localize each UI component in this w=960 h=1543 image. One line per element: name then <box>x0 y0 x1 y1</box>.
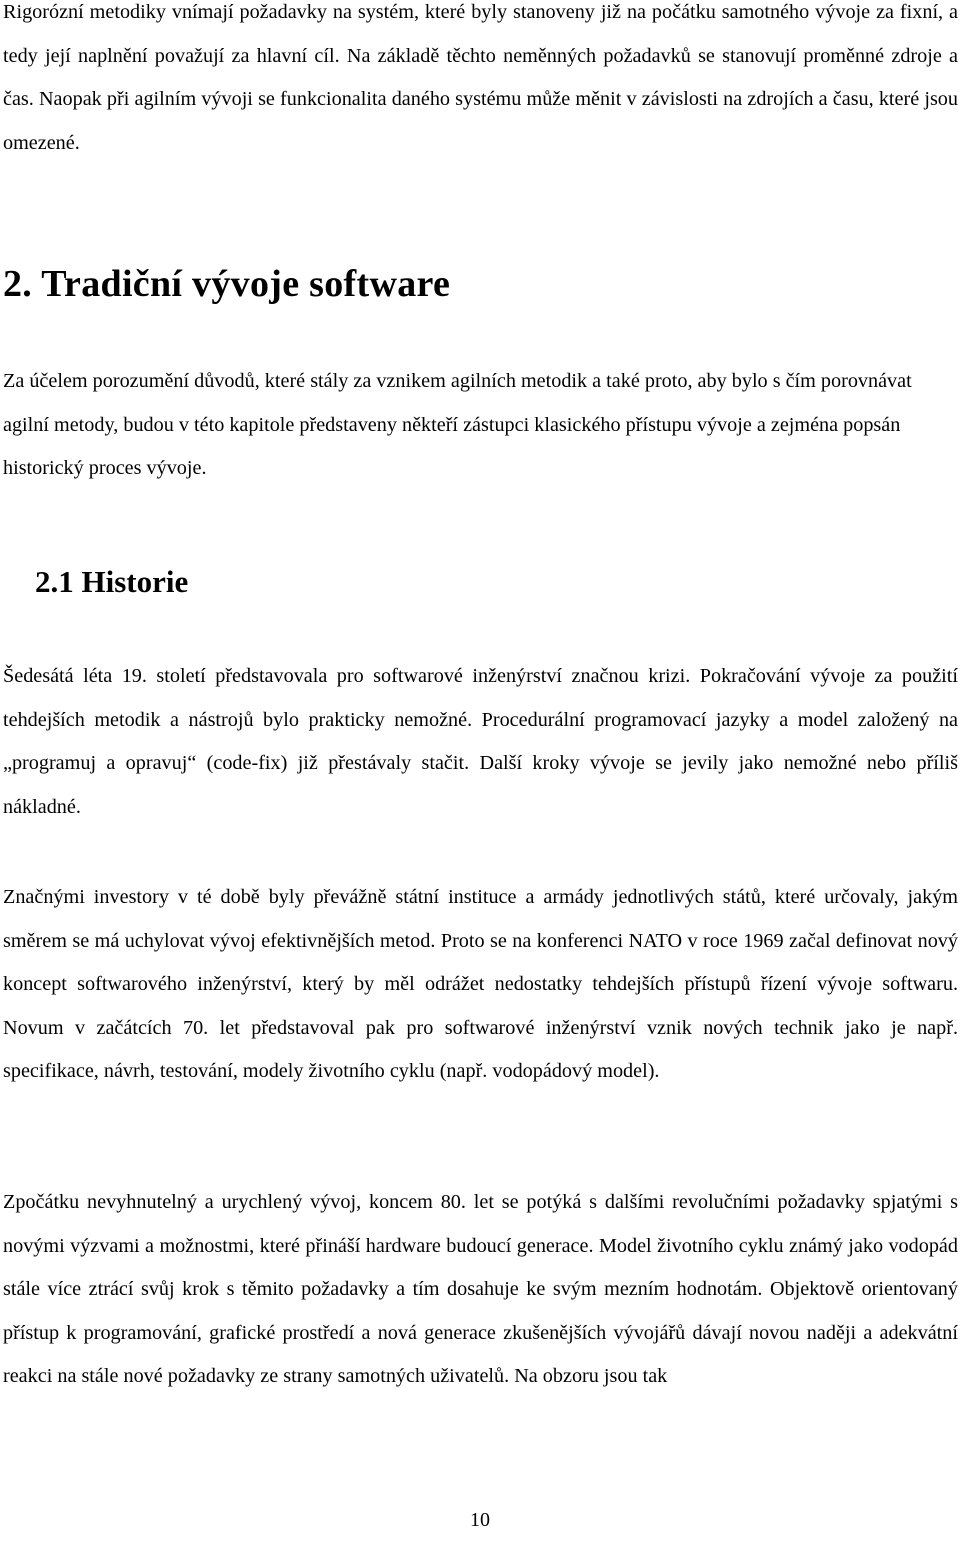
intro-paragraph: Rigorózní metodiky vnímají požadavky na systém, které byly stanoveny již na počátku samotného vývoje za fixní, a tedy její naplnění považují za hlavní cíl. Na základě těchto neměnných požadavků se stanovují proměnné zdroje a čas. Naopak při agilním vývoji se funkcionalita daného systému může měnit v závislosti na zdrojích a času, které jsou omezené. <box>3 1 958 154</box>
history-paragraph-1: Šedesátá léta 19. století představovala pro softwarové inženýrství značnou krizi. Pokračování vývoje za použití tehdejších metodik a nástrojů bylo prakticky nemožné. Procedurální programovací jazyky a model založený na „programuj a opravuj“ (code-fix) již přestávaly stačit. Další kroky vývoje se jevily jako nemožné nebo příliš nákladné. <box>3 665 958 818</box>
section-heading: 2.1 Historie <box>35 564 189 599</box>
chapter-heading: 2. Tradiční vývoje software <box>3 263 451 305</box>
chapter-intro-paragraph: Za účelem porozumění důvodů, které stály za vznikem agilních metodik a také proto, aby bylo s čím porovnávat agilní metody, budou v této kapitole představeny někteří zástupci klasického přístupu vývoje a zejména popsán historický proces vývoje. <box>3 370 912 480</box>
history-paragraph-2: Značnými investory v té době byly převážně státní instituce a armády jednotlivých států, které určovaly, jakým směrem se má uchylovat vývoj efektivnějších metod. Proto se na konferenci NATO v roce 1969 začal definovat nový koncept softwarového inženýrství, který by měl odrážet nedostatky tehdejších přístupů řízení vývoje softwaru. Novum v začátcích 70. let představoval pak pro softwarové inženýrství vznik nových technik jako je např. specifikace, návrh, testování, modely životního cyklu (např. vodopádový model). <box>3 886 958 1083</box>
history-paragraph-3: Zpočátku nevyhnutelný a urychlený vývoj, koncem 80. let se potýká s dalšími revolučními požadavky spjatými s novými výzvami a možnostmi, které přináší hardware budoucí generace. Model životního cyklu známý jako vodopád stále více ztrácí svůj krok s těmito požadavky a tím dosahuje ke svým mezním hodnotám. Objektově orientovaný přístup k programování, grafické prostředí a nová generace zkušenějších vývojářů dávají novou naději a adekvátní reakci na stále nové požadavky ze strany samotných uživatelů. Na obzoru jsou tak <box>3 1191 958 1388</box>
page-number: 10 <box>470 1509 490 1531</box>
